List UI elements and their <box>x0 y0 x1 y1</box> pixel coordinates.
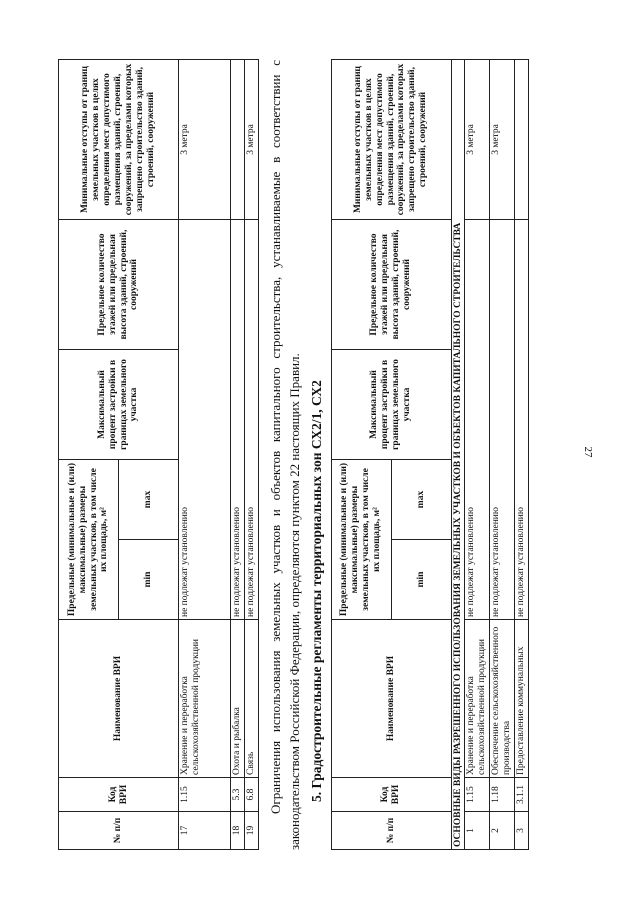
col-floors: Предельное количество этажей или предельная высота зданий, строений, сооружений <box>59 220 179 350</box>
row-code: 1.18 <box>490 778 515 812</box>
row-size: не подлежат установлению <box>179 220 231 620</box>
table-row <box>231 60 245 850</box>
row-code: 6.8 <box>244 778 258 812</box>
row-no: 1 <box>465 812 490 850</box>
col-name: Наименование ВРИ <box>59 620 179 778</box>
col-min: min <box>119 540 179 620</box>
table-row <box>465 60 490 850</box>
col-floors: Предельное количество этажей или предельная высота зданий, строений, сооружений <box>331 220 451 350</box>
row-setback: 3 метра <box>465 60 490 220</box>
col-name: Наименование ВРИ <box>331 620 451 778</box>
col-size-group: Предельные (минимальные и (или) максимальные) размеры земельных участков, в том числе их площадь, м² <box>331 460 391 620</box>
row-no: 19 <box>244 812 258 850</box>
row-setback <box>231 60 245 220</box>
col-no: № п/п <box>59 812 179 850</box>
row-code: 1.15 <box>465 778 490 812</box>
row-setback: 3 метра <box>490 60 515 220</box>
restrictions-paragraph: Ограничения использования земельных участков и объектов капитального строительства, устанавливаемые в соответствии с законодательством Российской Федерации, определяются пунктом 22 настоящих Правил. <box>267 60 302 850</box>
row-no: 18 <box>231 812 245 850</box>
table-row <box>490 60 515 850</box>
page-number: 27 <box>582 446 594 458</box>
col-code: Код ВРИ <box>331 778 451 812</box>
section-heading: 5. Градостроительные регламенты территориальных зон СХ2/1, СХ2 <box>308 380 324 802</box>
row-code: 5.3 <box>231 778 245 812</box>
table-row <box>244 60 258 850</box>
row-code: 1.15 <box>179 778 231 812</box>
row-setback <box>515 60 529 220</box>
row-size: не подлежат установлению <box>231 220 245 620</box>
col-percent: Максимальный процент застройки в границах земельного участка <box>59 350 179 460</box>
row-name: Предоставление коммунальных <box>515 620 529 778</box>
section-title: ОСНОВНЫЕ ВИДЫ РАЗРЕШЕННОГО ИСПОЛЬЗОВАНИЯ ЗЕМЕЛЬНЫХ УЧАСТКОВ И ОБЪЕКТОВ КАПИТАЛЬНОГО СТРОИТЕЛЬСТВА <box>451 60 465 850</box>
col-max: max <box>119 460 179 540</box>
row-setback: 3 метра <box>179 60 231 220</box>
row-setback: 3 метра <box>244 60 258 220</box>
table-row <box>515 60 529 850</box>
col-setback: Минимальные отступы от границ земельных участков в целях определения мест допустимого размещения зданий, строений, сооружений, за пределами которых запрещено строительство зданий, строений, сооружений <box>59 60 179 220</box>
row-size: не подлежат установлению <box>465 220 490 620</box>
col-no: № п/п <box>331 812 451 850</box>
row-no: 2 <box>490 812 515 850</box>
row-name: Охота и рыбалка <box>231 620 245 778</box>
table-row <box>179 60 231 850</box>
regulations-table-1 <box>58 59 259 850</box>
col-size-group: Предельные (минимальные и (или) максимальные) размеры земельных участков, в том числе их площадь, м² <box>59 460 119 620</box>
col-min: min <box>391 540 451 620</box>
row-size: не подлежат установлению <box>515 220 529 620</box>
regulations-table-2 <box>331 59 530 850</box>
col-code: Код ВРИ <box>59 778 179 812</box>
row-code: 3.1.1 <box>515 778 529 812</box>
row-name: Хранение и переработка сельскохозяйственной продукции <box>179 620 231 778</box>
row-name: Хранение и переработка сельскохозяйственной продукции <box>465 620 490 778</box>
row-name: Связь <box>244 620 258 778</box>
row-no: 3 <box>515 812 529 850</box>
col-percent: Максимальный процент застройки в границах земельного участка <box>331 350 451 460</box>
col-setback: Минимальные отступы от границ земельных участков в целях определения мест допустимого размещения зданий, строений, сооружений, за пределами которых запрещено строительство зданий, строений, сооружений <box>331 60 451 220</box>
row-name: Обеспечение сельскохозяйственного производства <box>490 620 515 778</box>
rotated-content <box>58 60 578 850</box>
col-max: max <box>391 460 451 540</box>
row-size: не подлежат установлению <box>490 220 515 620</box>
row-size: не подлежат установлению <box>244 220 258 620</box>
row-no: 17 <box>179 812 231 850</box>
